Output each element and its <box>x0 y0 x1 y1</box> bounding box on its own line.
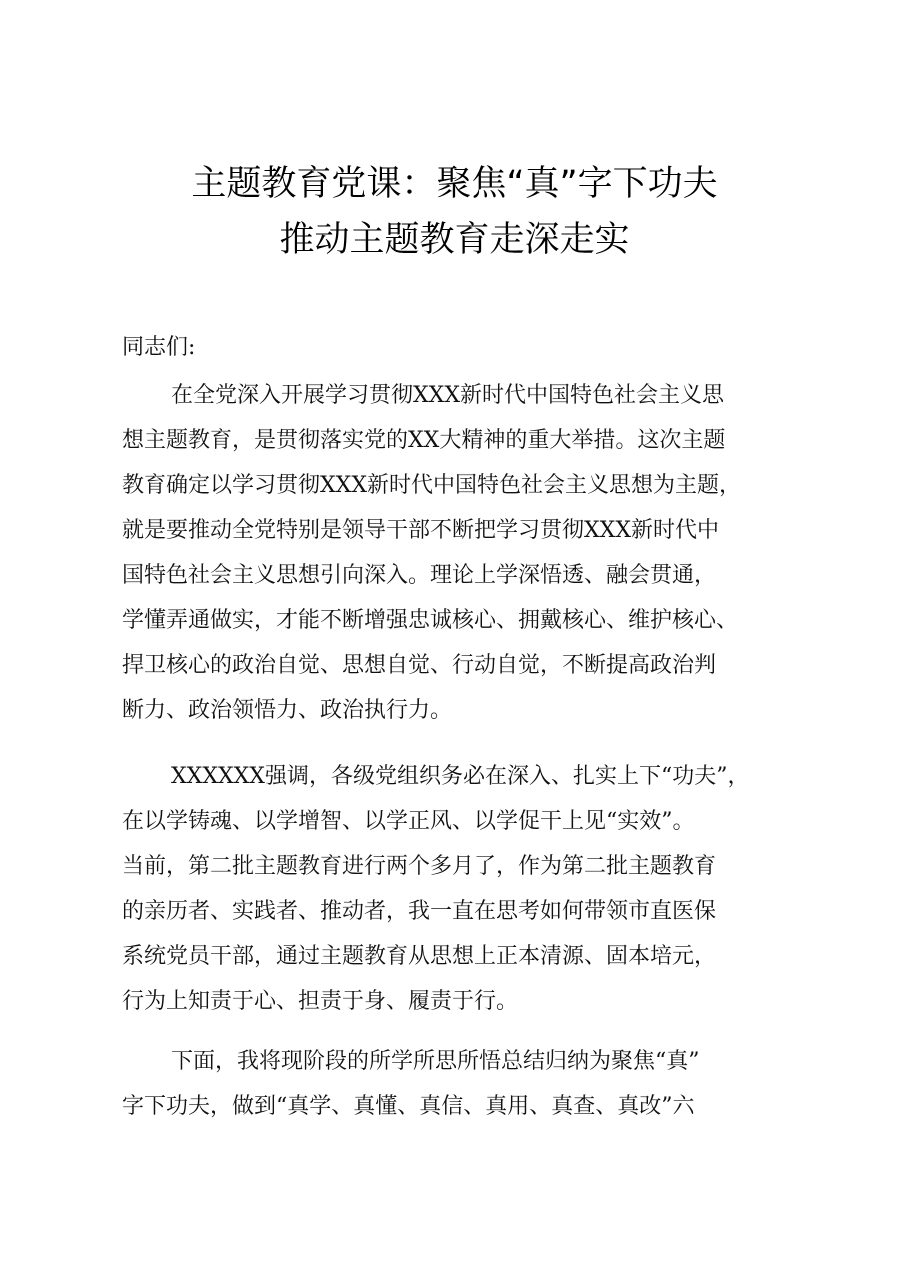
paragraph-1 <box>122 373 822 733</box>
paragraph-line: 捍卫核心的政治自觉、思想自觉、行动自觉，不断提高政治判 <box>122 653 717 678</box>
paragraph-line: 系统党员干部，通过主题教育从思想上正本清源、固本培元， <box>122 944 717 969</box>
paragraph-line: 的亲历者、实践者、推动者，我一直在思考如何带领市直医保 <box>122 899 717 924</box>
salutation-block <box>122 325 822 370</box>
paragraph-line: 当前，第二批主题教育进行两个多月了，作为第二批主题教育 <box>122 854 717 879</box>
salutation: 同志们: <box>122 335 196 360</box>
paragraph-line: 下面，我将现阶段的所学所思所悟总结归纳为聚焦“真” <box>171 1049 700 1074</box>
paragraph-line: 学懂弄通做实，才能不断增强忠诚核心、拥戴核心、维护核心、 <box>122 608 739 633</box>
document-title-line-2: 推动主题教育走深走实 <box>279 220 630 260</box>
paragraph-line: 想主题教育，是贯彻落实党的XX大精神的重大举措。这次主题 <box>122 428 726 453</box>
paragraph-line: 教育确定以学习贯彻XXX新时代中国特色社会主义思想为主题， <box>122 473 741 498</box>
paragraph-3 <box>122 1039 822 1129</box>
document-title-line-1: 主题教育党课：聚焦“真”字下功夫 <box>191 164 718 204</box>
paragraph-line: 就是要推动全党特别是领导干部不断把学习贯彻XXX新时代中 <box>122 518 719 543</box>
paragraph-line: 国特色社会主义思想引向深入。理论上学深悟透、融会贯通， <box>122 563 717 588</box>
paragraph-2 <box>122 754 822 1024</box>
paragraph-line: 在以学铸魂、以学增智、以学正风、以学促干上见“实效”。 <box>122 809 695 834</box>
paragraph-line: 断力、政治领悟力、政治执行力。 <box>122 698 453 723</box>
paragraph-line: 行为上知责于心、担责于身、履责于行。 <box>122 989 519 1014</box>
paragraph-line: 在全党深入开展学习贯彻XXX新时代中国特色社会主义思 <box>171 383 724 408</box>
paragraph-line: 字下功夫，做到“真学、真懂、真信、真用、真查、真改”六 <box>122 1094 695 1119</box>
paragraph-line: XXXXXX强调，各级党组织务必在深入、扎实上下“功夫”， <box>171 764 750 789</box>
